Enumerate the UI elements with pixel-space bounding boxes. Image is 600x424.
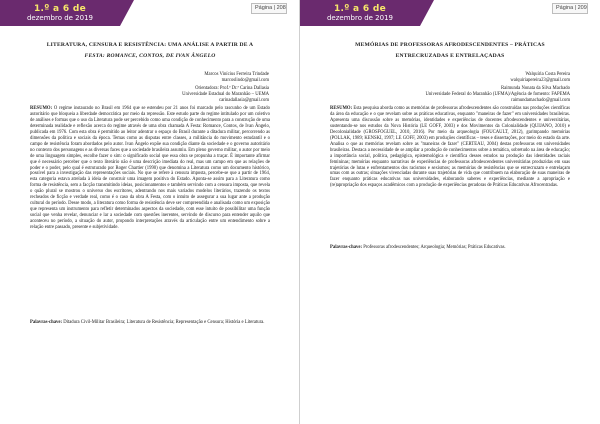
keywords-label: Palavras-chave: [30, 320, 63, 325]
title-line-1: MEMÓRIAS DE PROFESSORAS AFRODESCENDENTES – PRÁTICAS [355, 42, 545, 48]
event-banner [0, 0, 120, 26]
abstract-label: RESUMO: [30, 106, 53, 111]
advisor-block [182, 86, 269, 104]
banner-dates: 1.º a 6 de [33, 4, 87, 14]
keywords [30, 320, 270, 326]
abstract-text: Esta pesquisa aborda como as memórias de professoras afrodescendentes são construídas nas produções científicas da área da educação e o que revelam sobre as práticas educativas, enquanto "maneiras de fazer" em universidades brasileiras. Apresenta uma discussão sobre as memórias, identidades e experiências de docentes afrodescendentes e universitárias, sustentando-se nos estudos da Nova História (LE GOFF, 2003) e dos Movimentos da Colonialidade (QUIJANO, 2010) e Decolonialidade (GROSFOGUEL, 2010, 2016). Por meio da arqueologia (FOUCAULT, 2012), garimpando memórias (POLLAK, 1989; KENSKI, 1997; LE GOFF, 2003) em produções científicas – teses e dissertações, por meio do estado da arte. Analisa o que as memórias revelam sobre as "maneiras de fazer" (CERTEAU, 2004) destas professoras em universidades brasileiras. Destaca a necessidade de se ampliar a produção de conhecimentos sobre a temática, sobretudo na área de educação; a importância social, política, pedagógica, epistemológica e científica desses estudos na produção das identidades raciais femininas; memórias enquanto narrativas de experiências de professoras afrodescendentes universitárias produzidas em suas trajetórias de lutas e enfrentamentos dos racismos e sexismos; as memórias de resistências que se entrecruzam e entrelaçam umas com as outras; situações vivenciadas durante suas trajetórias de vida que contribuem na elaboração de suas maneiras de fazer enquanto práticas educativas nas universidades, elaborando saberes e experiências, mediante a apropriação e (re)apropriação dos espaços acadêmicos com a produção de experiências geradoras de Práticas Educativas Afrocentradas. [330, 106, 570, 189]
author-email: marcoslindo@gmail.com [221, 78, 269, 83]
abstract-text: O regime instaurado no Brasil em 1964 que se estendeu por 21 anos foi marcado pelo rascunho de um Estado autoritário que bloqueia a liberdade democrática por meio da repressão. Este estudo parte do regime intitulado por um coletivo de análises e formas que o uso da Literatura pode ser percebido como uma condição de conhecimento para a construção de uma determinada realidade e reflexão acerca do regime através de uma obra chamada A Festa: Romance, Contos, de Ivan Ângelo, publicada em 1976. Com esta obra é permitido ao leitor adentrar o espaço do Brasil durante a ditadura militar, percorrendo as dimensões da política e sociais da época. Temas como as disputas entre classes, a militância do movimento estudantil e o campo de resistência foram abordados pelo autor. Ivan Ângelo expõe sua condição diante da sociedade e o governo autoritário no contexto dos personagens e as diversas faces que a sociedade brasileira assumiu. Em pleno governo militar, o autor por meio de uma linguagem simples, escolhe fazer o sim: o significado social que essa obra se propunha a traçar. É importante afirmar que é necessário perceber que o texto literário não é uma descrição imediata do real, mas um campo em que as relações de poder e o poder, pelo qual é estruturado por Roger Chartier (1990) que denomina a Literatura como um documento histórico, possível para a investigação das representações sociais. No que se refere à censura imposta, percebe-se que a partir de 1964, esta categoria estava atrelada à ideia de construir uma imagem positiva do Estado. Aponta-se assim para a Literatura como forma de resistência, sem a facção transmitindo ideias, posicionamentos e também servindo com a censura imposta, que revela o quão plural se mostrou o universo dos escritores, adentrando nos mais variados modelos literários, trazendo os textos recheados de ficção e verdade real, como é o caso da obra A Festa, com o intuito de assegurar a sua lugar ante a produção cultural do período. Desse modo, a literatura como forma de resistência deve ser compreendida e analisada como um exposição que representa um instrumento para refletir determinados aspectos da sociedade, com esse intuito de possibilitar uma função social que venha revelar, denunciar e lar a sociedade com questões inerentes, servindo de discurso para entender aquilo que aconteceu no período, a situação do autor, propondo interpretações através da articulação entre um entendimento sobre a relação entre passado, presente e subjetividade. [30, 106, 270, 231]
author-name: Walquíria Costa Pereira [525, 72, 570, 77]
author-block [204, 72, 269, 84]
advisor-email: raimundamachado@gmail.com [511, 98, 570, 103]
advisor-name: Orientadora: Prof.ª Dr.ª Carina Dallasia [195, 86, 269, 91]
abstract-label: RESUMO: [330, 106, 353, 111]
page-number: Página | 208 [255, 5, 286, 11]
author-email: walquiriapereira23@gmail.com [510, 78, 570, 83]
banner-edge [120, 0, 134, 26]
banner-edge [420, 0, 434, 26]
keywords [330, 245, 570, 251]
title-line-2: FESTA: ROMANCE, CONTOS, DE IVAN ÂNGELO [84, 53, 216, 59]
title-line-2: ENTRECRUZADAS E ENTRELAÇADAS [395, 53, 505, 59]
keywords-label: Palavras-chave: [330, 245, 363, 250]
advisor-affiliation: Universidade Estadual do Maranhão – UEMA [182, 92, 269, 97]
right-page [300, 0, 600, 424]
advisor-block [425, 86, 570, 104]
advisor-affiliation: Universidade Federal do Maranhão (UFMA)/Agência de fomento: FAPEMA [425, 92, 570, 97]
banner-dates: 1.º a 6 de [333, 4, 387, 14]
title-line-1: LITERATURA, CENSURA E RESISTÊNCIA: UMA ANÁLISE A PARTIR DE A [46, 42, 254, 48]
abstract [330, 106, 570, 189]
page-number: Página | 209 [556, 5, 587, 11]
banner-month-year: dezembro de 2019 [326, 14, 393, 22]
article-title [330, 40, 570, 62]
article-title [30, 40, 270, 62]
event-banner [300, 0, 420, 26]
keywords-text: Ditadura Civil-Militar Brasileira; Literatura de Resistência; Representação e Censura; História e Literatura. [63, 320, 265, 325]
keywords-text: Professoras afrodescendentes; Arqueologia; Memórias; Práticas Educativas. [363, 245, 506, 250]
banner-month-year: dezembro de 2019 [26, 14, 93, 22]
author-block [510, 72, 570, 84]
advisor-email: carinadallasia@gmail.com [219, 98, 269, 103]
abstract [30, 106, 270, 231]
advisor-name: Raimunda Nonata da Silva Machado [501, 86, 570, 91]
author-name: Marcos Vinícius Ferreira Trindade [204, 72, 269, 77]
